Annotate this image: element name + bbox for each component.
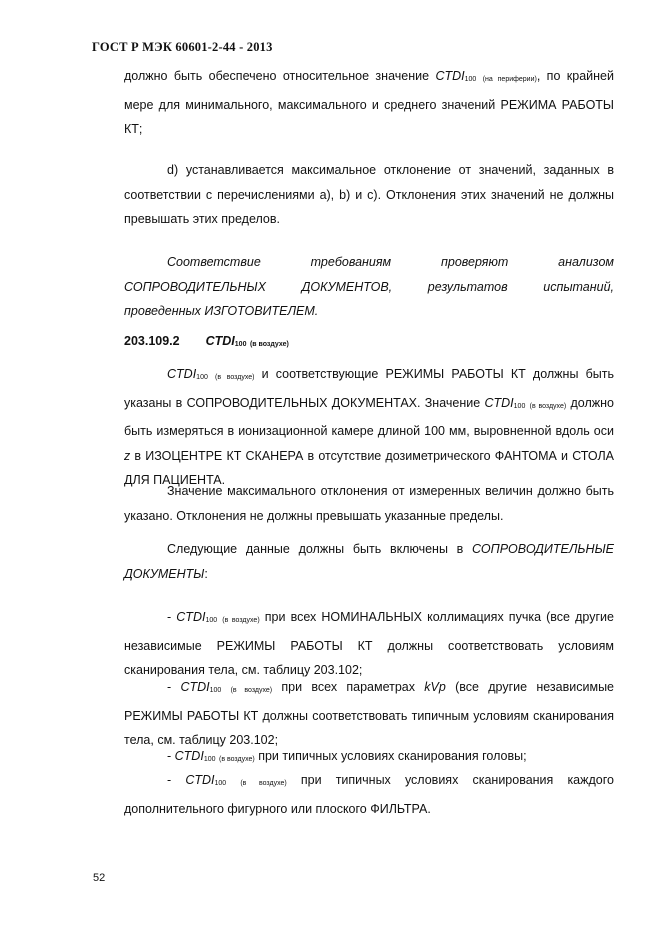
ctdi-symbol: CTDI <box>185 773 215 787</box>
kvp-symbol: kVp <box>424 680 446 694</box>
subscript: 100 <box>214 780 227 787</box>
text: - <box>167 749 175 763</box>
section-heading <box>124 334 289 348</box>
paragraph-ctdi-air <box>124 362 614 493</box>
page-number: 52 <box>93 872 106 884</box>
list-item <box>124 605 614 683</box>
text: (все другие независимые РЕЖИМЫ РАБОТЫ КТ должны соответствовать типичным условиям сканирования тела, см. таблицу 203.102; <box>124 680 615 747</box>
paragraph-periphery <box>124 64 614 142</box>
list-item <box>124 675 614 753</box>
ctdi-symbol: CTDI <box>205 334 235 348</box>
paragraph-deviation: Значение максимального отклонения от измеренных величин должно быть указано. Отклонения не должны превышать указанные пределы. <box>124 484 614 523</box>
ctdi-symbol: CTDI <box>180 680 210 694</box>
subscript-air: (в воздухе) <box>218 756 255 763</box>
subscript: 100 <box>205 617 218 624</box>
subscript: 100 <box>234 341 247 348</box>
subscript: 100 <box>196 374 208 381</box>
text: СОПРОВОДИТЕЛЬНЫЕ ДОКУМЕНТЫ <box>124 542 614 581</box>
ctdi-symbol: CTDI <box>435 69 465 83</box>
text: при всех параметрах <box>272 680 425 694</box>
compliance-line: Соответствие требованиям проверяют анализом <box>167 255 614 269</box>
text: при всех НОМИНАЛЬНЫХ коллимациях пучка (все другие независимые РЕЖИМЫ РАБОТЫ КТ должны соответствовать условиям сканирования тела, см. таблицу 203.102; <box>124 610 614 677</box>
compliance-line: СОПРОВОДИТЕЛЬНЫХ ДОКУМЕНТОВ, результатов испытаний, <box>124 279 614 294</box>
subscript-air: (в воздухе) <box>230 687 273 694</box>
paragraph-d: d) устанавливается максимальное отклонение от значений, заданных в соответствии с перечислениями а), b) и с). Отклонения этих значений не должны превышать этих пределов. <box>124 163 614 226</box>
section-number: 203.109.2 <box>124 334 180 348</box>
text: должно быть обеспечено относительное значение <box>124 69 436 83</box>
text: должно быть измеряться в ионизационной камере длиной 100 мм, выровненной вдоль оси <box>124 395 614 438</box>
text: Следующие данные должны быть включены в <box>167 542 473 556</box>
ctdi-symbol: CTDI <box>167 367 197 381</box>
subscript: 100 <box>203 756 216 763</box>
axis-symbol: z <box>124 448 131 463</box>
text: в ИЗОЦЕНТРЕ КТ СКАНЕРА в отсутствие дозиметрического ФАНТОМА и СТОЛА ДЛЯ ПАЦИЕНТА. <box>124 448 614 487</box>
text: - <box>167 773 186 787</box>
subscript-air: (в воздухе) <box>215 374 255 381</box>
compliance-line: ИЗГОТОВИТЕЛЕМ. <box>204 304 319 318</box>
compliance-line: проведенных <box>124 304 205 318</box>
subscript-air: (в воздухе) <box>222 617 260 624</box>
ctdi-symbol: CTDI <box>176 610 206 624</box>
text: , по крайней мере для минимального, максимального и среднего значений РЕЖИМА РАБОТЫ КТ; <box>124 69 614 136</box>
subscript-air: (в воздухе) <box>249 341 289 348</box>
subscript: 100 <box>209 687 222 694</box>
text: при типичных условиях сканирования головы; <box>254 749 527 763</box>
subscript-air: (в воздухе) <box>240 780 287 787</box>
subscript: 100 <box>513 402 526 410</box>
text: и соответствующие РЕЖИМЫ РАБОТЫ КТ должны быть указаны в СОПРОВОДИТЕЛЬНЫХ ДОКУМЕНТАХ. Значение <box>124 367 614 410</box>
ctdi-symbol: CTDI <box>484 395 514 410</box>
subscript: 100 <box>464 76 477 83</box>
text: при типичных условиях сканирования каждого дополнительного фигурного или плоского ФИЛЬТРА. <box>124 773 614 816</box>
compliance-note <box>124 250 614 324</box>
ctdi-symbol: CTDI <box>174 749 204 763</box>
document-header: ГОСТ Р МЭК 60601-2-44 - 2013 <box>92 40 273 54</box>
subscript-air: (в воздухе) <box>529 402 567 410</box>
subscript-periphery: (на периферии) <box>482 76 537 83</box>
text: - <box>167 610 177 624</box>
list-item <box>124 768 614 821</box>
text: : <box>204 566 208 581</box>
text: - <box>167 680 181 694</box>
paragraph-documents <box>124 537 614 586</box>
